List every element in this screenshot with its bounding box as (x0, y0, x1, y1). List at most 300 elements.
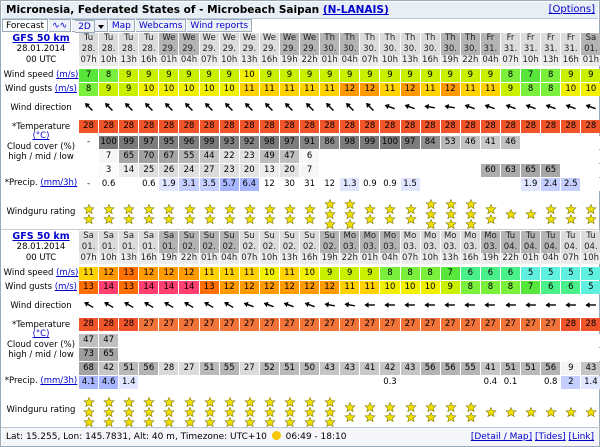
hour-cell: 01h (200, 253, 220, 264)
wind-speed-cell: 6 (461, 267, 481, 280)
rating-cell (139, 392, 159, 432)
wind-direction-cell (200, 99, 220, 115)
day-cell: Th (380, 33, 400, 44)
wind-gusts-cell: 12 (280, 281, 300, 294)
temperature-cell: 28 (561, 318, 581, 331)
chevron-down-icon (98, 25, 104, 29)
wind-arrow-icon (100, 99, 117, 115)
temperature-cell: 27 (220, 318, 240, 331)
wind-direction-cell (159, 297, 179, 313)
wind-gusts-cell: 8 (521, 83, 541, 96)
star-icon (244, 397, 256, 407)
cloud-label-2: high / mid / low (8, 152, 74, 162)
cloud-high-row (79, 136, 600, 149)
wind-gusts-cell: 11 (360, 281, 380, 294)
temperature-cell: 27 (320, 318, 340, 331)
precip-cell (421, 178, 441, 191)
temperature-cell: 28 (260, 120, 280, 133)
run-utc: 00 UTC (25, 253, 57, 263)
precip-cell: 0.8 (541, 376, 561, 389)
wind-speed-unit-link[interactable]: (m/s) (56, 268, 79, 278)
precip-cell (220, 376, 240, 389)
precip-cell: 4.6 (99, 376, 119, 389)
wind-direction-cell (461, 297, 481, 313)
cloud-mid-cell (240, 348, 260, 361)
wind-arrow-icon (80, 297, 97, 313)
spot-code-link[interactable]: (N-LANAIS) (322, 4, 389, 16)
precip-cell (200, 376, 220, 389)
tab-graph[interactable]: ∿∿ (49, 19, 71, 32)
rating-cell (240, 194, 260, 234)
tab-map[interactable]: Map (109, 19, 135, 32)
wind-gusts-unit-link[interactable]: (m/s) (54, 84, 77, 94)
hour-cell: 04h (340, 55, 360, 66)
hour-cell: 01h (320, 55, 340, 66)
cloud-high-cell (240, 334, 260, 347)
block-divider (1, 229, 600, 230)
precip-cell: 12 (320, 178, 340, 191)
cloud-low-cell (320, 164, 340, 177)
star-icon (264, 417, 276, 427)
rating-cell (461, 194, 481, 234)
date-cell: 04. (581, 242, 600, 253)
day-cell: We (260, 33, 280, 44)
cloud-high-cell (200, 334, 220, 347)
wind-direction-cell (541, 297, 561, 313)
wind-gusts-cell: 12 (260, 281, 280, 294)
wind-direction-cell (360, 99, 380, 115)
temperature-cell: 28 (541, 120, 561, 133)
cloud-mid-cell (521, 150, 541, 163)
model-link[interactable]: GFS 50 km (12, 33, 70, 44)
rating-cell (561, 194, 581, 234)
wind-gusts-cell: 10 (421, 281, 441, 294)
cloud-high-cell (541, 136, 561, 149)
star-icon (143, 407, 155, 417)
wind-direction-cell (461, 99, 481, 115)
temperature-cell: 28 (401, 120, 421, 133)
temperature-cell: 28 (501, 120, 521, 133)
star-icon (83, 407, 95, 417)
wind-speed-cell: 12 (179, 267, 199, 280)
gusts-row (79, 281, 600, 294)
wind-gusts-cell: 11 (300, 83, 320, 96)
star-icon (445, 219, 457, 229)
star-icon (184, 417, 196, 427)
star-icon (525, 209, 537, 219)
dates-row (79, 242, 600, 253)
day-cell: Fr (521, 33, 541, 44)
precip-cell (421, 376, 441, 389)
temperature-cell: 28 (521, 120, 541, 133)
wind-arrow-icon (463, 300, 477, 310)
precip-cell: 3.1 (179, 178, 199, 191)
hour-cell: 13h (280, 253, 300, 264)
wind-direction-cell (581, 297, 600, 313)
cloud-low-cell: 20 (280, 164, 300, 177)
temperature-cell: 27 (240, 318, 260, 331)
cloud-mid-cell: 49 (260, 150, 280, 163)
wind-direction-cell (280, 297, 300, 313)
wind-arrow-icon (383, 300, 397, 310)
temperature-cell: 28 (119, 318, 139, 331)
wind-gusts-cell: 14 (179, 281, 199, 294)
cloud-mid-cell (501, 150, 521, 163)
options-link[interactable]: [Options] (548, 4, 595, 15)
cloud-mid-cell (340, 150, 360, 163)
precip-unit-link[interactable]: (mm/3h) (40, 178, 78, 188)
wind-direction-cell (421, 297, 441, 313)
wind-speed-cell: 9 (380, 69, 400, 82)
precip-cell: 3.5 (200, 178, 220, 191)
rating-cell (119, 194, 139, 234)
star-icon (103, 417, 115, 427)
cloud-low-cell (380, 164, 400, 177)
cloud-mid-cell (360, 348, 380, 361)
cloud-low-cell: 28 (159, 362, 179, 375)
day-cell: Su (280, 231, 300, 242)
hour-cell: 04h (220, 253, 240, 264)
rating-label: Windguru rating (6, 207, 76, 217)
precip-cell: 2 (561, 376, 581, 389)
wind-speed-cell: 9 (340, 69, 360, 82)
rating-cell (300, 194, 320, 234)
wind-gusts-cell: 13 (200, 281, 220, 294)
wind-speed-cell: 5 (541, 267, 561, 280)
wind-direction-cell (200, 297, 220, 313)
rating-cell (401, 392, 421, 432)
date-cell: 03. (441, 242, 461, 253)
wind-speed-unit-link[interactable]: (m/s) (56, 70, 79, 80)
wind-gusts-cell: 14 (99, 281, 119, 294)
day-cell: Tu (79, 33, 99, 44)
temperature-cell: 27 (159, 318, 179, 331)
wind-gusts-cell: 8 (541, 83, 561, 96)
hour-cell: 04h (541, 253, 561, 264)
cloud-high-cell (159, 334, 179, 347)
rating-cell (99, 392, 119, 432)
wind-speed-cell: 8 (421, 267, 441, 280)
hour-cell: 10h (260, 253, 280, 264)
star-icon (344, 402, 356, 412)
day-cell: Mo (380, 231, 400, 242)
tab-webcams[interactable]: Webcams (136, 19, 187, 32)
temperature-row (79, 120, 600, 133)
temperature-cell: 27 (461, 318, 481, 331)
star-icon (244, 204, 256, 214)
rating-cell (240, 392, 260, 432)
cloud-low-cell (441, 164, 461, 177)
star-icon (324, 397, 336, 407)
hour-cell: 19h (159, 253, 179, 264)
date-cell: 28. (119, 44, 139, 55)
rating-cell (561, 392, 581, 432)
precip-cell (340, 376, 360, 389)
wind-direction-cell (441, 297, 461, 313)
precip-cell: 1.9 (521, 178, 541, 191)
wind-direction-cell (240, 297, 260, 313)
temperature-cell: 27 (421, 318, 441, 331)
star-icon (284, 204, 296, 214)
date-cell: 02. (179, 242, 199, 253)
wind-direction-cell (119, 99, 139, 115)
date-cell: 01. (99, 242, 119, 253)
tab-forecast[interactable]: Forecast (2, 19, 48, 32)
wind-speed-cell: 9 (200, 69, 220, 82)
precip-cell: - (79, 178, 99, 191)
direction-row (79, 99, 600, 115)
wind-arrow-icon (563, 100, 580, 114)
wind-speed-cell: 9 (179, 69, 199, 82)
cloud-low-cell: 51 (200, 362, 220, 375)
day-cell: Sa (99, 231, 119, 242)
hour-cell: 19h (441, 55, 461, 66)
rating-cell (260, 194, 280, 234)
wind-direction-cell (220, 297, 240, 313)
rating-cell (320, 392, 340, 432)
star-icon (284, 407, 296, 417)
cloud-mid-cell: 22 (220, 150, 240, 163)
tab-2d[interactable] (72, 19, 108, 32)
wind-speed-cell: 9 (139, 69, 159, 82)
tab-wind-reports[interactable]: Wind reports (187, 19, 252, 32)
date-cell: 30. (461, 44, 481, 55)
wind-speed-cell: 12 (99, 267, 119, 280)
wind-arrow-icon (583, 100, 600, 114)
temperature-cell: 28 (240, 120, 260, 133)
wind-gusts-cell: 7 (521, 281, 541, 294)
cloud-mid-cell (541, 348, 561, 361)
cloud-low-cell: 24 (179, 164, 199, 177)
wind-speed-cell: 11 (220, 267, 240, 280)
rating-cell (320, 194, 340, 234)
footer (2, 427, 598, 446)
star-icon (264, 214, 276, 224)
wind-direction-cell (501, 99, 521, 115)
wind-arrow-icon (221, 297, 238, 313)
rating-cell (200, 392, 220, 432)
date-cell: 03. (401, 242, 421, 253)
temperature-unit-link[interactable]: (°C) (32, 131, 50, 141)
cloud-high-cell (300, 334, 320, 347)
date-cell: 29. (200, 44, 220, 55)
temperature-unit-link[interactable]: (°C) (32, 329, 50, 339)
cloud-high-cell (461, 334, 481, 347)
hour-cell: 22h (300, 55, 320, 66)
hour-cell: 07h (501, 55, 521, 66)
wind-arrow-icon (160, 297, 177, 313)
cloud-mid-cell (441, 348, 461, 361)
precip-cell (360, 376, 380, 389)
star-icon (585, 204, 597, 214)
date-cell: 01. (79, 242, 99, 253)
day-cell: Tu (501, 231, 521, 242)
cloud-high-cell (179, 334, 199, 347)
temperature-cell: 28 (320, 120, 340, 133)
tab-2d-label: 2D (75, 20, 95, 33)
wind-arrow-icon (321, 99, 338, 115)
wind-direction-cell (481, 297, 501, 313)
star-icon (304, 397, 316, 407)
date-cell: 03. (380, 242, 400, 253)
wind-arrow-icon (100, 297, 117, 313)
star-icon (585, 214, 597, 224)
star-icon (163, 204, 175, 214)
run-date: 28.01.2014 (16, 44, 66, 54)
tides-link[interactable]: [Tides] (534, 432, 566, 442)
star-icon (143, 417, 155, 427)
wind-gusts-label (3, 283, 79, 292)
precip-cell (501, 178, 521, 191)
cloud-mid-cell (380, 348, 400, 361)
wind-speed-cell: 5 (581, 267, 600, 280)
cloud-low-cell: 42 (380, 362, 400, 375)
run-date: 28.01.2014 (16, 242, 66, 252)
wind-gusts-cell: 8 (461, 281, 481, 294)
cloud-low-cell: 51 (521, 362, 541, 375)
day-cell: Sa (581, 33, 600, 44)
wind-gusts-cell: 13 (119, 281, 139, 294)
day-cell: We (300, 33, 320, 44)
wind-arrow-icon (201, 297, 218, 313)
day-cell: Tu (99, 33, 119, 44)
day-cell: Tu (561, 231, 581, 242)
star-icon (425, 412, 437, 422)
location-info: Lat: 15.255, Lon: 145.7831, Alt: 40 m, Timezone: UTC+10 (6, 432, 267, 442)
date-cell: 29. (220, 44, 240, 55)
hour-cell: 13h (441, 253, 461, 264)
day-cell: Fr (501, 33, 521, 44)
link-link[interactable]: [Link] (568, 432, 594, 442)
rating-cell (441, 194, 461, 234)
wind-direction-cell (260, 297, 280, 313)
wind-direction-cell (521, 99, 541, 115)
wind-gusts-cell: 11 (240, 83, 260, 96)
star-icon (204, 407, 216, 417)
wind-speed-cell: 12 (159, 267, 179, 280)
dates-row (79, 44, 600, 55)
cloud-high-cell: 41 (481, 136, 501, 149)
wind-direction-cell (380, 297, 400, 313)
hour-cell: 16h (461, 253, 481, 264)
wind-gusts-cell: 12 (220, 281, 240, 294)
cloud-mid-cell (421, 348, 441, 361)
precip-cell: 0.6 (99, 178, 119, 191)
star-icon (244, 407, 256, 417)
rating-cell (99, 194, 119, 234)
wind-arrow-icon (363, 300, 377, 310)
wind-gusts-cell: 10 (179, 83, 199, 96)
cloud-mid-cell (340, 348, 360, 361)
wind-gusts-cell: 10 (581, 83, 600, 96)
star-icon (565, 214, 577, 224)
day-cell: Su (300, 231, 320, 242)
cloud-mid-cell (581, 150, 600, 163)
sun-times: 06:49 - 18:10 (285, 432, 347, 442)
cloud-low-cell: 26 (159, 164, 179, 177)
day-cell: Mo (461, 231, 481, 242)
hour-cell: 19h (320, 253, 340, 264)
star-icon (304, 407, 316, 417)
star-icon (324, 219, 336, 229)
cloud-mid-cell (380, 150, 400, 163)
cloud-mid-cell (441, 150, 461, 163)
wind-arrow-icon (241, 99, 258, 115)
rating-cell (541, 194, 561, 234)
cloud-low-cell: 14 (119, 164, 139, 177)
rating-cell (380, 392, 400, 432)
wind-speed-cell: 6 (481, 267, 501, 280)
star-icon (465, 209, 477, 219)
star-icon (364, 214, 376, 224)
cloud-mid-cell (280, 348, 300, 361)
wind-speed-cell: 9 (461, 69, 481, 82)
wind-direction-cell (260, 99, 280, 115)
temperature-cell: 28 (79, 318, 99, 331)
star-icon (304, 214, 316, 224)
cloud-high-cell (561, 334, 581, 347)
wind-direction-cell (179, 99, 199, 115)
star-icon (465, 199, 477, 209)
model-link[interactable]: GFS 50 km (12, 231, 70, 242)
cloud-high-cell: 98 (340, 136, 360, 149)
star-icon (103, 397, 115, 407)
hour-cell: 04h (179, 55, 199, 66)
cloud-high-cell: 53 (441, 136, 461, 149)
wind-speed-cell: 9 (581, 69, 600, 82)
wind-gusts-unit-link[interactable]: (m/s) (54, 282, 77, 292)
cloud-low-cell (360, 164, 380, 177)
date-cell: 30. (320, 44, 340, 55)
wind-gusts-cell: 10 (159, 83, 179, 96)
date-cell: 30. (360, 44, 380, 55)
date-cell: 29. (179, 44, 199, 55)
star-icon (344, 209, 356, 219)
day-cell: We (220, 33, 240, 44)
wind-direction-cell (481, 99, 501, 115)
wind-gusts-cell: 12 (340, 83, 360, 96)
precip-cell (461, 178, 481, 191)
wind-direction-cell (380, 99, 400, 115)
rating-cell (340, 392, 360, 432)
cloud-mid-cell: 70 (139, 150, 159, 163)
cloud-mid-cell (421, 150, 441, 163)
wind-arrow-icon (423, 300, 437, 310)
precip-unit-link[interactable]: (mm/3h) (40, 376, 78, 386)
cloud-high-cell (380, 334, 400, 347)
cloud-mid-cell (220, 348, 240, 361)
wind-arrow-icon (341, 99, 358, 115)
precip-cell (260, 376, 280, 389)
rating-cell (501, 194, 521, 234)
cloud-mid-cell (461, 348, 481, 361)
temperature-text: *Temperature (11, 320, 71, 330)
cloud-high-cell (340, 334, 360, 347)
detail-map-link[interactable]: [Detail / Map] (470, 432, 533, 442)
temperature-cell: 28 (461, 120, 481, 133)
cloud-high-cell: 97 (401, 136, 421, 149)
day-cell: Th (360, 33, 380, 44)
star-icon (204, 204, 216, 214)
date-cell: 02. (220, 242, 240, 253)
hour-cell: 04h (481, 55, 501, 66)
wind-arrow-icon (382, 100, 399, 114)
rating-cell (401, 194, 421, 234)
star-icon (324, 199, 336, 209)
star-icon (565, 407, 577, 417)
wind-speed-cell: 9 (320, 69, 340, 82)
star-icon (445, 199, 457, 209)
